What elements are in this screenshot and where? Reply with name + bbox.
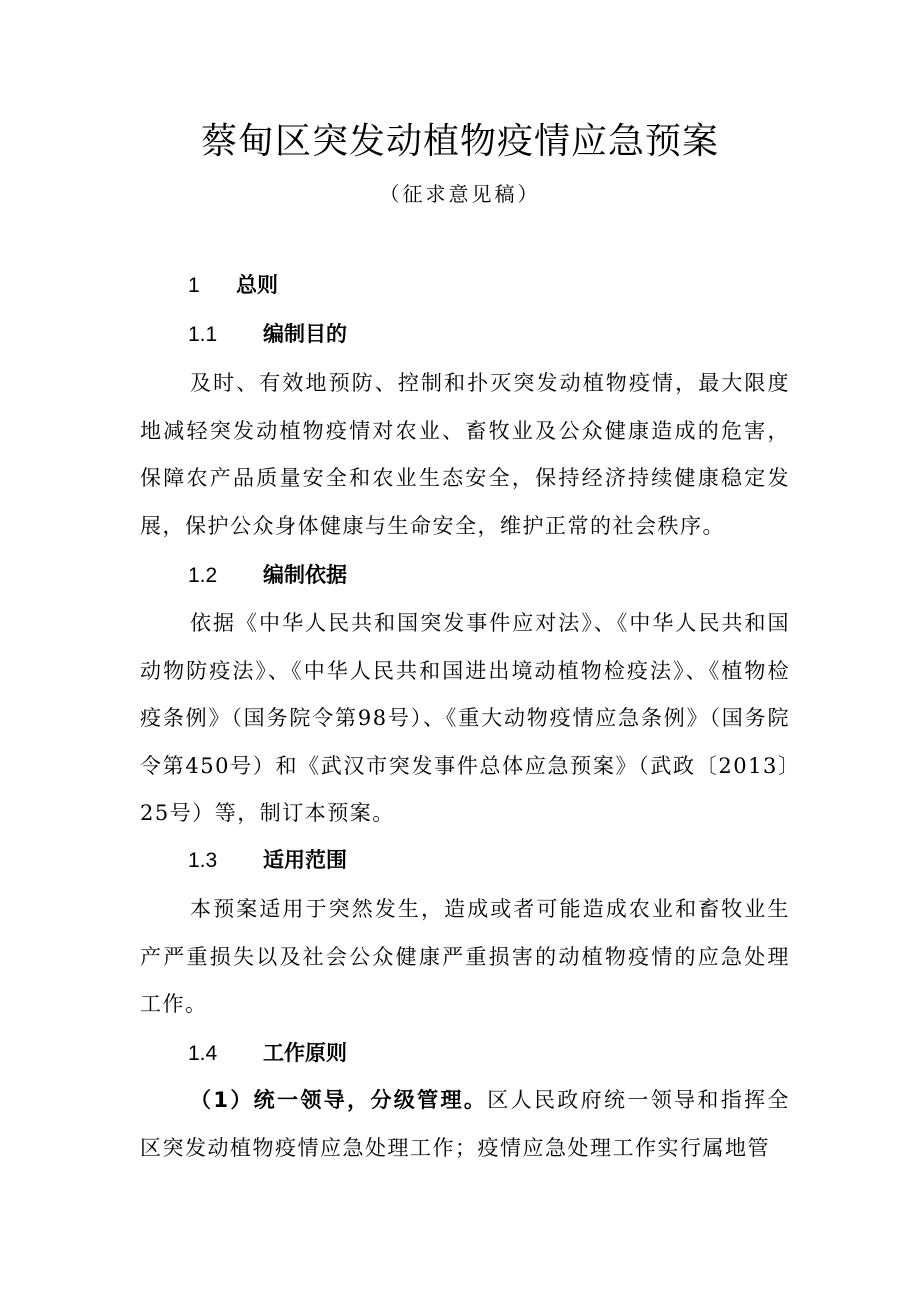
section-heading-1 [188,268,278,302]
section-title: 编制依据 [263,563,347,587]
section-heading-1-1 [188,317,347,351]
paragraph-scope: 本预案适用于突然发生，造成或者可能造成农业和畜牧业生产严重损失以及社会公众健康严重损害的动植物疫情的应急处理工作。 [140,897,790,1016]
section-title: 总则 [236,273,278,297]
section-title: 编制目的 [263,322,347,346]
section-number: 1 [188,274,200,297]
section-number: 1.1 [188,323,218,346]
section-title: 适用范围 [263,848,347,872]
section-number: 1.4 [188,1042,218,1065]
paragraph-purpose: 及时、有效地预防、控制和扑灭突发动植物疫情，最大限度地减轻突发动植物疫情对农业、畜牧业及公众健康造成的危害，保障农产品质量安全和农业生态安全，保持经济持续健康稳定发展，保护公众身体健康与生命安全，维护正常的社会秩序。 [140,371,790,538]
section-number: 1.3 [188,849,218,872]
document-title: 蔡甸区突发动植物疫情应急预案 [200,121,719,162]
document-subtitle: （征求意见稿） [379,182,541,206]
principle-body: 区人民政府统一领导和指挥全区突发动植物疫情应急处理工作；疫情应急处理工作实行属地管 [140,1088,790,1160]
section-title: 工作原则 [263,1041,347,1065]
principle-lead: （1）统一领导，分级管理。 [190,1088,488,1112]
section-heading-1-3 [188,843,347,877]
paragraph-basis: 依据《中华人民共和国突发事件应对法》、《中华人民共和国动物防疫法》、《中华人民共和国进出境动植物检疫法》、《植物检疫条例》（国务院令第98号）、《重大动物疫情应急条例》（国务院令第450号）和《武汉市突发事件总体应急预案》（武政〔2013〕25号）等，制订本预案。 [140,611,790,825]
paragraph-principles [140,1077,790,1172]
section-heading-1-2 [188,558,347,592]
section-number: 1.2 [188,564,218,587]
section-heading-1-4 [188,1036,347,1070]
